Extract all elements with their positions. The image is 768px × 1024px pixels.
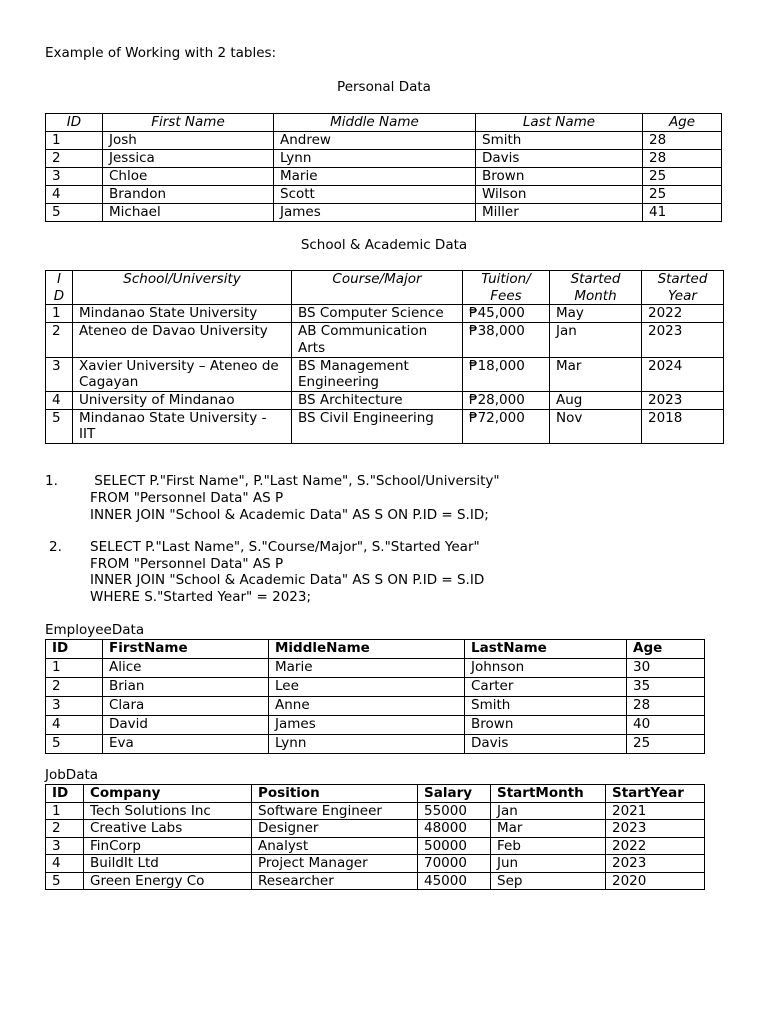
query-line: INNER JOIN "School & Academic Data" AS S ON P.ID = S.ID xyxy=(90,572,485,588)
table-cell: 25 xyxy=(643,186,722,204)
table-cell: Davis xyxy=(465,735,627,754)
table-cell: David xyxy=(103,716,269,735)
table-cell: 2023 xyxy=(642,391,724,409)
table-cell: AB Communication Arts xyxy=(292,323,463,357)
column-header: Started Year xyxy=(642,271,724,305)
table-cell: Miller xyxy=(476,204,643,222)
school-data-title: School & Academic Data xyxy=(300,237,468,253)
table-cell: Project Manager xyxy=(252,855,418,873)
table-cell: Wilson xyxy=(476,186,643,204)
table-cell: 5 xyxy=(46,409,73,443)
table-cell: BS Management Engineering xyxy=(292,357,463,391)
table-cell: Analyst xyxy=(252,837,418,855)
query-line: FROM "Personnel Data" AS P xyxy=(90,556,284,572)
column-header: Tuition/ Fees xyxy=(463,271,550,305)
table-cell: 5 xyxy=(46,204,103,222)
query-line: SELECT P."First Name", P."Last Name", S."School/University" xyxy=(90,473,500,489)
table-cell: FinCorp xyxy=(84,837,252,855)
table-cell: Ateneo de Davao University xyxy=(73,323,292,357)
intro-text: Example of Working with 2 tables: xyxy=(45,45,277,61)
table-row xyxy=(46,837,705,855)
table-cell: 2021 xyxy=(606,802,705,820)
table-cell: James xyxy=(274,204,476,222)
table-row xyxy=(46,305,724,323)
table-cell: Carter xyxy=(465,678,627,697)
table-row xyxy=(46,357,724,391)
query-number: 1. xyxy=(45,473,58,489)
table-row xyxy=(46,204,722,222)
table-cell: 1 xyxy=(46,305,73,323)
column-header: ID xyxy=(46,114,103,132)
table-cell: James xyxy=(269,716,465,735)
job-data-table xyxy=(45,784,705,890)
column-header: Position xyxy=(252,785,418,803)
table-cell: Marie xyxy=(274,168,476,186)
column-header: First Name xyxy=(103,114,274,132)
table-cell: 50000 xyxy=(418,837,491,855)
table-cell: Clara xyxy=(103,697,269,716)
table-cell: Software Engineer xyxy=(252,802,418,820)
table-cell: 70000 xyxy=(418,855,491,873)
table-header-row xyxy=(46,785,705,803)
table-cell: Brandon xyxy=(103,186,274,204)
table-cell: 41 xyxy=(643,204,722,222)
employee-data-title: EmployeeData xyxy=(45,622,145,638)
table-row xyxy=(46,716,705,735)
table-row xyxy=(46,409,724,443)
table-cell: Alice xyxy=(103,659,269,678)
table-cell: Brown xyxy=(476,168,643,186)
table-cell: 28 xyxy=(643,132,722,150)
query-line: WHERE S."Started Year" = 2023; xyxy=(90,589,312,605)
table-cell: 4 xyxy=(46,391,73,409)
table-cell: 2 xyxy=(46,323,73,357)
table-cell: Jan xyxy=(491,802,606,820)
table-cell: 25 xyxy=(627,735,705,754)
table-cell: Creative Labs xyxy=(84,820,252,838)
column-header: Middle Name xyxy=(274,114,476,132)
table-cell: 1 xyxy=(46,802,84,820)
column-header: School/University xyxy=(73,271,292,305)
column-header: Age xyxy=(643,114,722,132)
table-row xyxy=(46,659,705,678)
table-cell: 2024 xyxy=(642,357,724,391)
query-line: INNER JOIN "School & Academic Data" AS S ON P.ID = S.ID; xyxy=(90,507,489,523)
table-cell: Eva xyxy=(103,735,269,754)
table-cell: Aug xyxy=(550,391,642,409)
table-row xyxy=(46,132,722,150)
table-cell: 2023 xyxy=(642,323,724,357)
table-cell: 2023 xyxy=(606,855,705,873)
table-cell: Anne xyxy=(269,697,465,716)
table-cell: 5 xyxy=(46,735,103,754)
table-cell: Mindanao State University - IIT xyxy=(73,409,292,443)
column-header: ID xyxy=(46,785,84,803)
table-cell: Sep xyxy=(491,872,606,890)
table-cell: 40 xyxy=(627,716,705,735)
table-header-row xyxy=(46,271,724,305)
table-header-row xyxy=(46,114,722,132)
table-cell: 3 xyxy=(46,837,84,855)
table-cell: Jessica xyxy=(103,150,274,168)
table-cell: Tech Solutions Inc xyxy=(84,802,252,820)
column-header: StartYear xyxy=(606,785,705,803)
table-row xyxy=(46,735,705,754)
table-row xyxy=(46,391,724,409)
table-row xyxy=(46,323,724,357)
table-cell: Nov xyxy=(550,409,642,443)
table-cell: 2 xyxy=(46,150,103,168)
query-line: SELECT P."Last Name", S."Course/Major", S."Started Year" xyxy=(90,539,480,555)
column-header: Salary xyxy=(418,785,491,803)
table-cell: Feb xyxy=(491,837,606,855)
table-cell: Andrew xyxy=(274,132,476,150)
column-header: MiddleName xyxy=(269,640,465,659)
table-cell: 3 xyxy=(46,168,103,186)
table-cell: Brown xyxy=(465,716,627,735)
table-cell: 1 xyxy=(46,659,103,678)
table-cell: University of Mindanao xyxy=(73,391,292,409)
table-cell: Chloe xyxy=(103,168,274,186)
table-cell: Josh xyxy=(103,132,274,150)
table-cell: Jan xyxy=(550,323,642,357)
table-cell: Researcher xyxy=(252,872,418,890)
table-cell: 2023 xyxy=(606,820,705,838)
table-row xyxy=(46,150,722,168)
column-header: ID xyxy=(46,640,103,659)
column-header: Started Month xyxy=(550,271,642,305)
table-cell: 48000 xyxy=(418,820,491,838)
table-cell: Johnson xyxy=(465,659,627,678)
table-cell: BS Architecture xyxy=(292,391,463,409)
query-line: FROM "Personnel Data" AS P xyxy=(90,490,284,506)
table-cell: Designer xyxy=(252,820,418,838)
table-cell: 2022 xyxy=(606,837,705,855)
table-row xyxy=(46,820,705,838)
table-cell: May xyxy=(550,305,642,323)
table-row xyxy=(46,802,705,820)
table-cell: 4 xyxy=(46,716,103,735)
table-cell: Davis xyxy=(476,150,643,168)
column-header: Course/Major xyxy=(292,271,463,305)
table-cell: Brian xyxy=(103,678,269,697)
table-cell: Jun xyxy=(491,855,606,873)
table-cell: Mindanao State University xyxy=(73,305,292,323)
table-cell: Smith xyxy=(465,697,627,716)
table-cell: Lynn xyxy=(274,150,476,168)
table-row xyxy=(46,186,722,204)
table-cell: 55000 xyxy=(418,802,491,820)
column-header: FirstName xyxy=(103,640,269,659)
job-data-title: JobData xyxy=(45,767,99,783)
table-cell: 5 xyxy=(46,872,84,890)
table-row xyxy=(46,678,705,697)
table-cell: 28 xyxy=(643,150,722,168)
table-cell: BuildIt Ltd xyxy=(84,855,252,873)
table-cell: Xavier University – Ateneo de Cagayan xyxy=(73,357,292,391)
table-cell: Michael xyxy=(103,204,274,222)
table-row xyxy=(46,697,705,716)
table-cell: Smith xyxy=(476,132,643,150)
table-row xyxy=(46,168,722,186)
table-cell: Lee xyxy=(269,678,465,697)
table-row xyxy=(46,855,705,873)
table-cell: Mar xyxy=(550,357,642,391)
column-header: ID xyxy=(46,271,73,305)
column-header: Last Name xyxy=(476,114,643,132)
column-header: Age xyxy=(627,640,705,659)
employee-data-table xyxy=(45,639,705,754)
column-header: StartMonth xyxy=(491,785,606,803)
table-header-row xyxy=(46,640,705,659)
table-cell: Lynn xyxy=(269,735,465,754)
table-cell: ₱18,000 xyxy=(463,357,550,391)
table-cell: Marie xyxy=(269,659,465,678)
table-cell: 4 xyxy=(46,186,103,204)
table-cell: ₱38,000 xyxy=(463,323,550,357)
query-number: 2. xyxy=(49,539,62,555)
table-cell: 35 xyxy=(627,678,705,697)
table-cell: ₱28,000 xyxy=(463,391,550,409)
table-cell: 2022 xyxy=(642,305,724,323)
table-cell: ₱72,000 xyxy=(463,409,550,443)
table-cell: 28 xyxy=(627,697,705,716)
personal-data-table xyxy=(45,113,722,222)
table-row xyxy=(46,872,705,890)
table-cell: Scott xyxy=(274,186,476,204)
table-cell: 3 xyxy=(46,697,103,716)
table-cell: 3 xyxy=(46,357,73,391)
table-cell: 2 xyxy=(46,678,103,697)
table-cell: 4 xyxy=(46,855,84,873)
column-header: Company xyxy=(84,785,252,803)
table-cell: 1 xyxy=(46,132,103,150)
table-cell: 2020 xyxy=(606,872,705,890)
table-cell: 2 xyxy=(46,820,84,838)
table-cell: 25 xyxy=(643,168,722,186)
table-cell: Mar xyxy=(491,820,606,838)
table-cell: Green Energy Co xyxy=(84,872,252,890)
column-header: LastName xyxy=(465,640,627,659)
table-cell: ₱45,000 xyxy=(463,305,550,323)
table-cell: 45000 xyxy=(418,872,491,890)
table-cell: 2018 xyxy=(642,409,724,443)
table-cell: 30 xyxy=(627,659,705,678)
school-data-table xyxy=(45,270,724,444)
table-cell: BS Civil Engineering xyxy=(292,409,463,443)
table-cell: BS Computer Science xyxy=(292,305,463,323)
personal-data-title: Personal Data xyxy=(337,79,431,95)
